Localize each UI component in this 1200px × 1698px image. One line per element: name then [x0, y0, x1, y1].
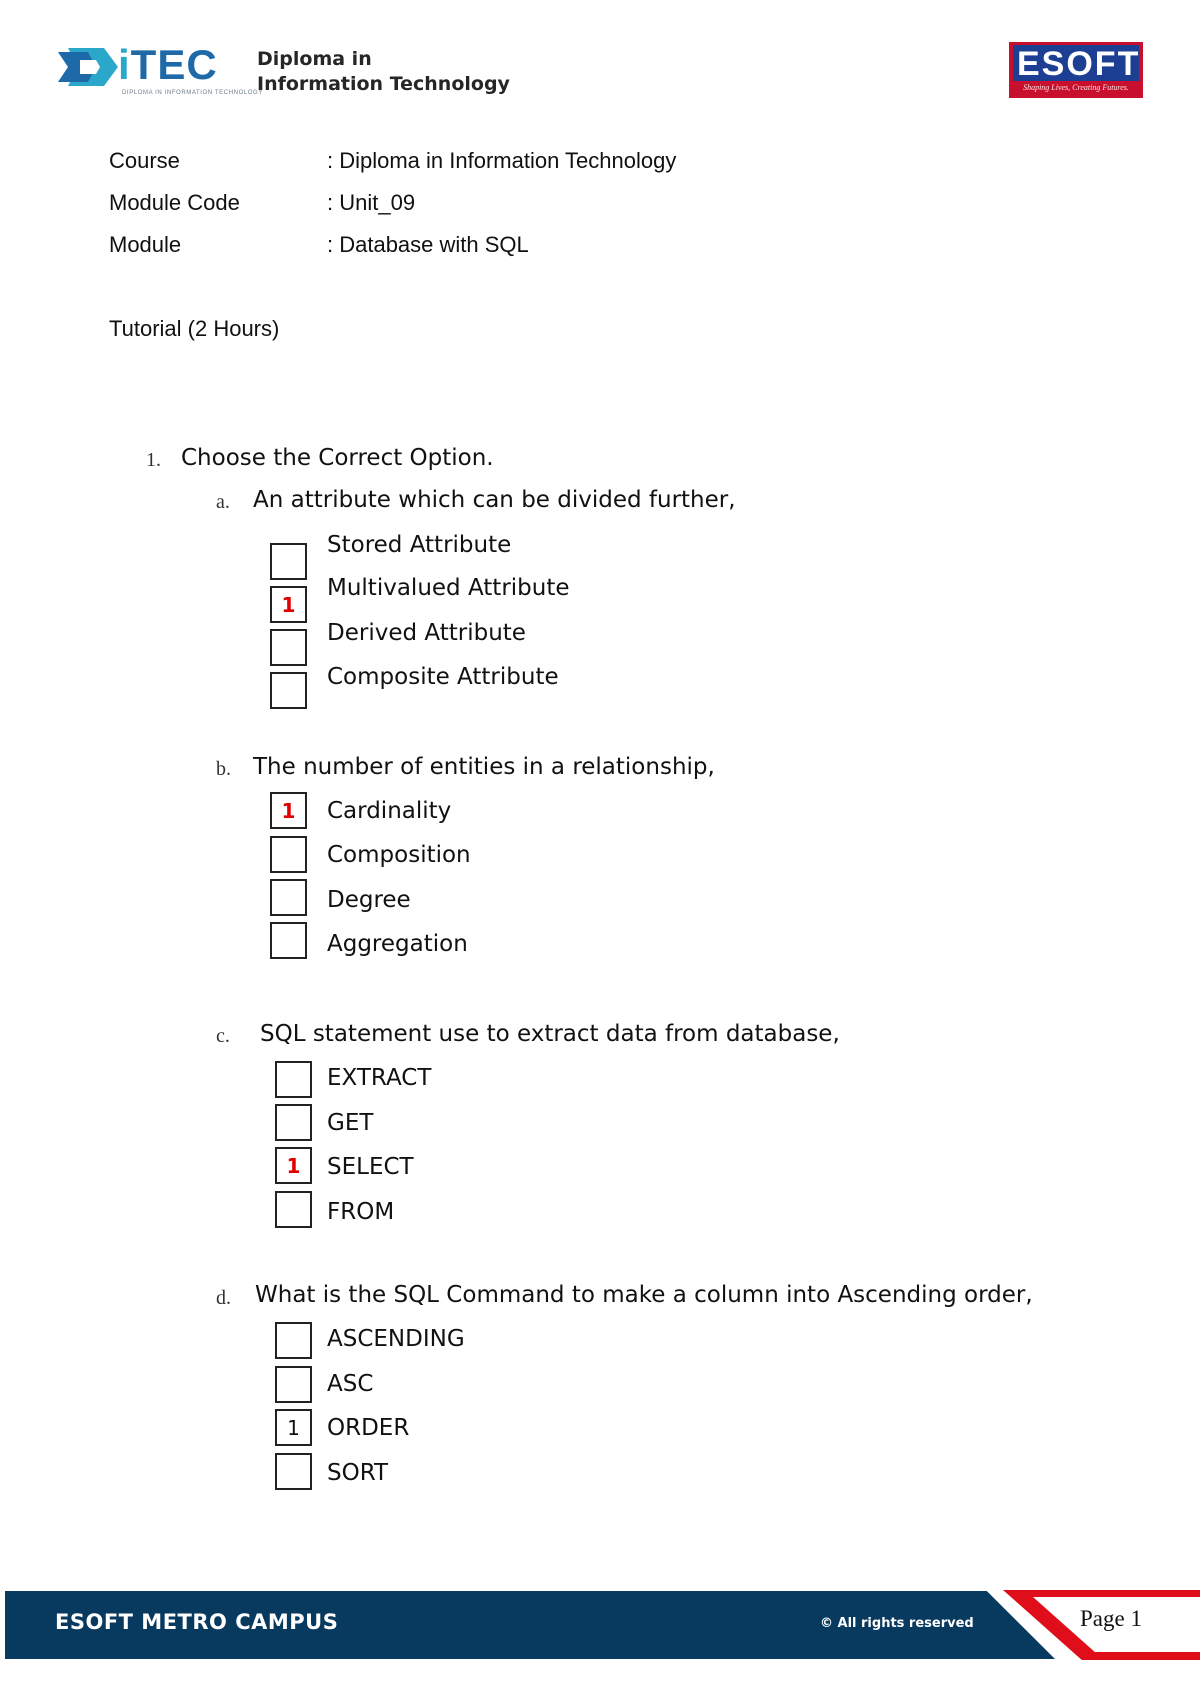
option-checkbox[interactable]: 1 [275, 1409, 312, 1446]
option-checkbox[interactable] [275, 1322, 312, 1359]
option-label: Cardinality [327, 798, 452, 824]
option-checkbox[interactable] [275, 1061, 312, 1098]
option-label: Multivalued Attribute [327, 575, 570, 601]
option-label: SELECT [327, 1154, 414, 1180]
part-c-letter: c. [216, 1025, 230, 1047]
option-label: Composition [327, 842, 471, 868]
footer-rights: © All rights reserved [820, 1616, 974, 1631]
part-a-letter: a. [216, 491, 230, 513]
option-checkbox[interactable] [275, 1453, 312, 1490]
module-value: : Database with SQL [327, 232, 529, 257]
part-d-letter: d. [216, 1287, 231, 1309]
course-value: : Diploma in Information Technology [327, 148, 677, 173]
option-checkbox[interactable] [270, 879, 307, 916]
option-label: Aggregation [327, 931, 468, 957]
module-label: Module [109, 232, 182, 257]
option-checkbox[interactable] [275, 1366, 312, 1403]
option-label: SORT [327, 1460, 389, 1486]
module-code-label: Module Code [109, 190, 240, 215]
option-label: Stored Attribute [327, 532, 512, 558]
esoft-logo [1009, 42, 1143, 98]
option-checkbox[interactable] [275, 1191, 312, 1228]
option-checkbox[interactable] [270, 543, 307, 580]
option-checkbox[interactable] [270, 672, 307, 709]
ditec-logo-text: iTEC [118, 41, 218, 88]
part-c-text: SQL statement use to extract data from database, [260, 1021, 840, 1047]
ditec-emblem-icon [56, 40, 126, 95]
option-checkbox[interactable] [270, 836, 307, 873]
header-title-line2: Information Technology [257, 73, 510, 95]
option-checkbox[interactable] [270, 629, 307, 666]
question-title: Choose the Correct Option. [181, 445, 494, 471]
footer-brand: ESOFT METRO CAMPUS [55, 1610, 339, 1634]
part-a-text: An attribute which can be divided further, [253, 487, 736, 513]
option-label: Degree [327, 887, 411, 913]
option-label: Derived Attribute [327, 620, 526, 646]
page-number: Page 1 [1080, 1606, 1142, 1631]
option-label: EXTRACT [327, 1065, 432, 1091]
option-checkbox[interactable]: 1 [275, 1147, 312, 1184]
option-checkbox[interactable]: 1 [270, 792, 307, 829]
option-label: FROM [327, 1199, 395, 1225]
tutorial-heading: Tutorial (2 Hours) [109, 316, 280, 341]
course-label: Course [109, 148, 180, 173]
part-b-letter: b. [216, 758, 231, 780]
part-b-text: The number of entities in a relationship, [253, 754, 715, 780]
option-checkbox[interactable] [270, 922, 307, 959]
ditec-logo-tagline: DIPLOMA IN INFORMATION TECHNOLOGY [122, 90, 263, 96]
module-code-value: : Unit_09 [327, 190, 416, 215]
header-title-line1: Diploma in [257, 48, 372, 70]
option-label: ASC [327, 1371, 374, 1397]
esoft-logo-slogan: Shaping Lives, Creating Futures. [1023, 83, 1129, 92]
option-label: Composite Attribute [327, 664, 559, 690]
option-label: ORDER [327, 1415, 410, 1441]
esoft-logo-text: ESOFT [1013, 45, 1139, 81]
part-d-text: What is the SQL Command to make a column into Ascending order, [255, 1282, 1033, 1308]
option-label: GET [327, 1110, 374, 1136]
option-label: ASCENDING [327, 1326, 465, 1352]
question-number: 1. [146, 449, 161, 471]
option-checkbox[interactable] [275, 1104, 312, 1141]
option-checkbox[interactable]: 1 [270, 586, 307, 623]
